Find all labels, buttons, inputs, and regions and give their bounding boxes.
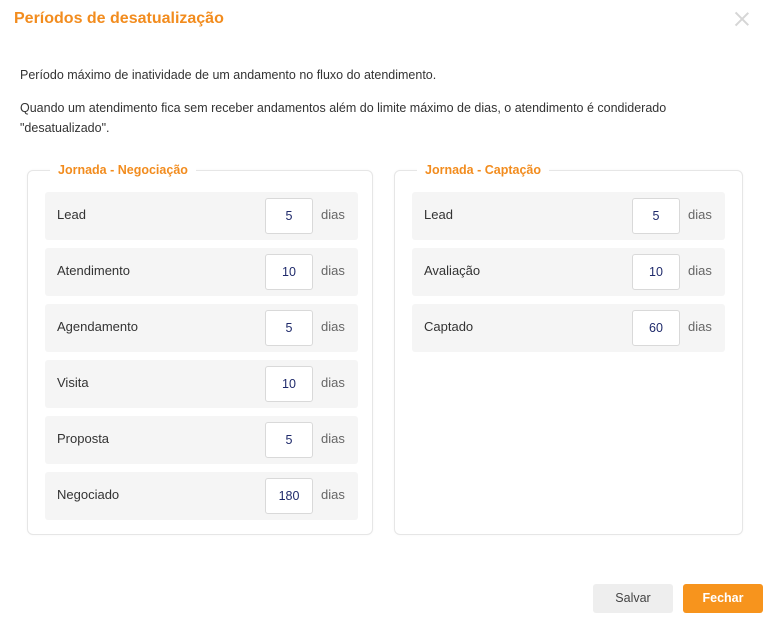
period-row-avaliacao: [412, 248, 725, 296]
period-row-proposta: [45, 416, 358, 464]
days-input[interactable]: 10: [265, 366, 313, 402]
unit-label: dias: [321, 375, 345, 390]
group-negociacao: [27, 163, 373, 535]
period-row-atendimento: [45, 248, 358, 296]
days-input[interactable]: 5: [265, 198, 313, 234]
days-input[interactable]: 10: [265, 254, 313, 290]
period-label: Avaliação: [424, 263, 481, 278]
group-legend: Jornada - Negociação: [50, 162, 196, 178]
period-row-lead: [412, 192, 725, 240]
period-label: Negociado: [57, 487, 120, 502]
period-row-lead: [45, 192, 358, 240]
modal-title: Períodos de desatualização: [14, 10, 224, 27]
period-label: Visita: [57, 375, 89, 390]
period-row-visita: [45, 360, 358, 408]
period-label: Atendimento: [57, 263, 130, 278]
period-label: Lead: [57, 207, 86, 222]
unit-label: dias: [321, 319, 345, 334]
days-input[interactable]: 60: [632, 310, 680, 346]
save-button[interactable]: Salvar: [593, 584, 673, 613]
period-row-agendamento: [45, 304, 358, 352]
period-label: Proposta: [57, 431, 110, 446]
period-label: Lead: [424, 207, 453, 222]
period-row-negociado: [45, 472, 358, 520]
group-captacao: [394, 163, 743, 535]
days-input[interactable]: 5: [265, 422, 313, 458]
days-input[interactable]: 10: [632, 254, 680, 290]
unit-label: dias: [688, 207, 712, 222]
unit-label: dias: [321, 207, 345, 222]
period-row-captado: [412, 304, 725, 352]
description-line-2: Quando um atendimento fica sem receber andamentos além do limite máximo de dias, o atendimento é condiderado "desatualizado".: [20, 101, 667, 135]
unit-label: dias: [688, 319, 712, 334]
unit-label: dias: [688, 263, 712, 278]
group-legend: Jornada - Captação: [417, 162, 549, 178]
days-input[interactable]: 180: [265, 478, 313, 514]
unit-label: dias: [321, 263, 345, 278]
description-line-1: Período máximo de inatividade de um andamento no fluxo do atendimento.: [20, 68, 437, 82]
days-input[interactable]: 5: [632, 198, 680, 234]
period-label: Captado: [424, 319, 474, 334]
unit-label: dias: [321, 487, 345, 502]
close-icon[interactable]: [733, 10, 751, 28]
period-label: Agendamento: [57, 319, 138, 334]
unit-label: dias: [321, 431, 345, 446]
close-button[interactable]: Fechar: [683, 584, 763, 613]
days-input[interactable]: 5: [265, 310, 313, 346]
